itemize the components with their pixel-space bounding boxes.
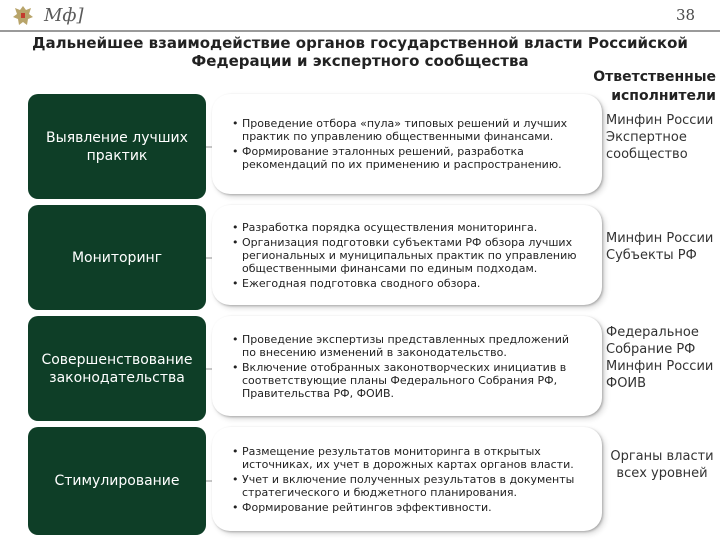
row-label-3: Совершенствование законодательства [28,316,206,421]
row-content-2 [212,205,602,305]
title-line-2: Федерации и экспертного сообщества [191,52,529,70]
row-responsible-1: Минфин России Экспертное сообщество [606,113,714,162]
responsible-header: Ответственные исполнители [593,69,716,104]
row-4-bullet-3: • Формирование рейтингов эффективности. [230,501,584,514]
row-1-bullet-2: • Формирование эталонных решений, разработка рекомендаций по их применению и распространению. [230,145,584,171]
ministry-logo-text: Мф] [44,5,84,26]
page-number: 38 [676,6,696,24]
row-2-bullet-3: • Ежегодная подготовка сводного обзора. [230,277,584,290]
coat-of-arms-icon [10,3,36,29]
row-label-1: Выявление лучших практик [28,94,206,199]
row-4-bullet-2: • Учет и включение полученных результатов в документы стратегического и бюджетного планирования. [230,473,584,499]
title-line-1: Дальнейшее взаимодействие органов государственной власти Российской [32,34,688,52]
row-4-bullet-1: • Размещение результатов мониторинга в открытых источниках, их учет в дорожных картах органов власти. [230,445,584,471]
row-label-4: Стимулирование [28,427,206,535]
row-responsible-3: Федеральное Собрание РФ Минфин России ФОИВ [606,325,714,391]
row-content-1 [212,94,602,194]
row-3-bullet-1: • Проведение экспертизы представленных предложений по внесению изменений в законодательство. [230,333,584,359]
page-title [20,34,700,70]
row-responsible-4: Органы власти всех уровней [610,449,714,481]
row-content-4 [212,427,602,531]
row-2-bullet-2: • Организация подготовки субъектами РФ обзора лучших региональных и муниципальных практик по управлению общественными финансами по единым подходам. [230,236,584,275]
row-3-bullet-2: • Включение отобранных законотворческих инициатив в соответствующие планы Федерального Собрания РФ, Правительства РФ, ФОИВ. [230,361,584,400]
top-bar [0,0,720,32]
row-content-3 [212,316,602,416]
row-2-bullet-1: • Разработка порядка осуществления мониторинга. [230,221,584,234]
row-responsible-2: Минфин России Субъекты РФ [606,231,714,263]
header-divider [0,30,720,32]
row-label-2: Мониторинг [28,205,206,310]
row-1-bullet-1: • Проведение отбора «пула» типовых решений и лучших практик по управлению общественными финансами. [230,117,584,143]
